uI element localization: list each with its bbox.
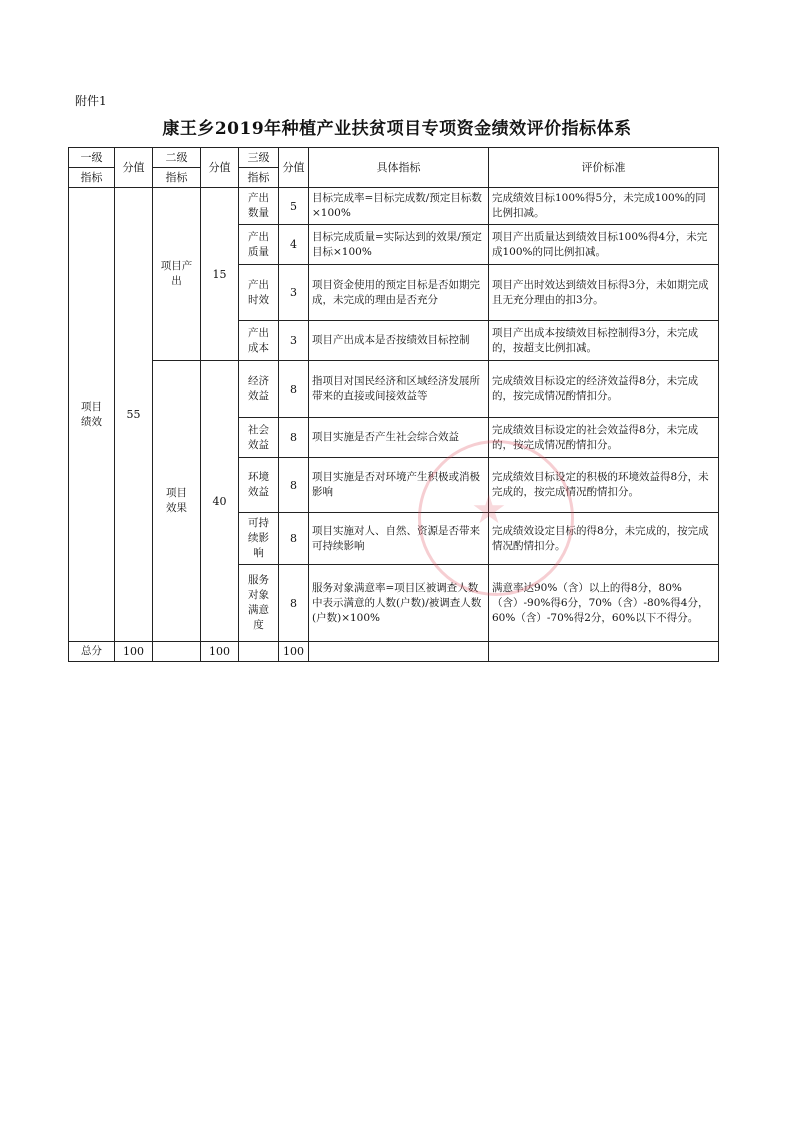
attachment-label: 附件1 [75,94,107,108]
level3-name: 产出 时效 [239,265,279,321]
level3-name: 产出 成本 [239,321,279,361]
total-label: 总分 [69,642,115,662]
empty-cell [153,642,201,662]
specific-indicator: 项目资金使用的预定目标是否如期完成，未完成的理由是否充分 [309,265,489,321]
total-score2: 100 [201,642,239,662]
total-score1: 100 [115,642,153,662]
header-level1-top: 一级 [69,148,115,168]
seal-star-icon: ★ [471,487,507,533]
group-score: 15 [201,188,239,361]
indicator-table [68,147,719,662]
evaluation-criteria: 项目产出时效达到绩效目标得3分，未如期完成且无充分理由的扣3分。 [489,265,719,321]
header-score1: 分值 [115,148,153,188]
level1-score: 55 [115,188,153,642]
evaluation-criteria: 完成绩效目标设定的经济效益得8分，未完成的，按完成情况酌情扣分。 [489,361,719,418]
level3-name: 环境 效益 [239,458,279,513]
evaluation-criteria: 项目产出成本按绩效目标控制得3分，未完成的，按超支比例扣减。 [489,321,719,361]
level3-score: 8 [279,418,309,458]
level3-name: 产出 质量 [239,225,279,265]
evaluation-criteria: 完成绩效目标100%得5分，未完成100%的同比例扣减。 [489,188,719,225]
page-title: 康王乡2019年种植产业扶贫项目专项资金绩效评价指标体系 [162,119,632,139]
header-level3-bottom: 指标 [239,168,279,188]
level3-name: 产出 数量 [239,188,279,225]
specific-indicator: 服务对象满意率=项目区被调查人数中表示满意的人数(户数)/被调查人数(户数)×100% [309,565,489,642]
level3-score: 8 [279,565,309,642]
header-level2-top: 二级 [153,148,201,168]
evaluation-criteria: 完成绩效设定目标的得8分，未完成的，按完成情况酌情扣分。 [489,513,719,565]
level1-name: 项目 绩效 [69,188,115,642]
header-level3-top: 三级 [239,148,279,168]
level3-name: 可持 续影 响 [239,513,279,565]
level3-score: 8 [279,513,309,565]
header-specific: 具体指标 [309,148,489,188]
level3-score: 8 [279,361,309,418]
header-level1-bottom: 指标 [69,168,115,188]
header-criteria: 评价标准 [489,148,719,188]
table-row [69,361,719,418]
level3-name: 服务 对象 满意 度 [239,565,279,642]
table-row [69,188,719,225]
header-score2: 分值 [201,148,239,188]
specific-indicator: 项目实施是否产生社会综合效益 [309,418,489,458]
specific-indicator: 目标完成质量=实际达到的效果/预定目标×100% [309,225,489,265]
specific-indicator: 目标完成率=目标完成数/预定目标数×100% [309,188,489,225]
specific-indicator: 项目产出成本是否按绩效目标控制 [309,321,489,361]
evaluation-criteria: 完成绩效目标设定的社会效益得8分，未完成的，按完成情况酌情扣分。 [489,418,719,458]
group-name: 项目产 出 [153,188,201,361]
level3-score: 8 [279,458,309,513]
evaluation-criteria: 项目产出质量达到绩效目标100%得4分，未完成100%的同比例扣减。 [489,225,719,265]
level3-name: 社会 效益 [239,418,279,458]
evaluation-criteria: 满意率达90%（含）以上的得8分，80%（含）-90%得6分，70%（含）-80%得4分，60%（含）-70%得2分，60%以下不得分。 [489,565,719,642]
level3-score: 5 [279,188,309,225]
header-score3: 分值 [279,148,309,188]
empty-cell [489,642,719,662]
header-level2-bottom: 指标 [153,168,201,188]
total-row [69,642,719,662]
empty-cell [309,642,489,662]
total-score3: 100 [279,642,309,662]
evaluation-criteria: 完成绩效目标设定的积极的环境效益得8分，未完成的，按完成情况酌情扣分。 [489,458,719,513]
specific-indicator: 项目实施是否对环境产生积极或消极影响 [309,458,489,513]
group-name: 项目 效果 [153,361,201,642]
specific-indicator: 项目实施对人、自然、资源是否带来可持续影响 [309,513,489,565]
header-row-top [69,148,719,168]
specific-indicator: 指项目对国民经济和区域经济发展所带来的直接或间接效益等 [309,361,489,418]
group-score: 40 [201,361,239,642]
level3-score: 3 [279,265,309,321]
empty-cell [239,642,279,662]
level3-name: 经济 效益 [239,361,279,418]
level3-score: 4 [279,225,309,265]
level3-score: 3 [279,321,309,361]
